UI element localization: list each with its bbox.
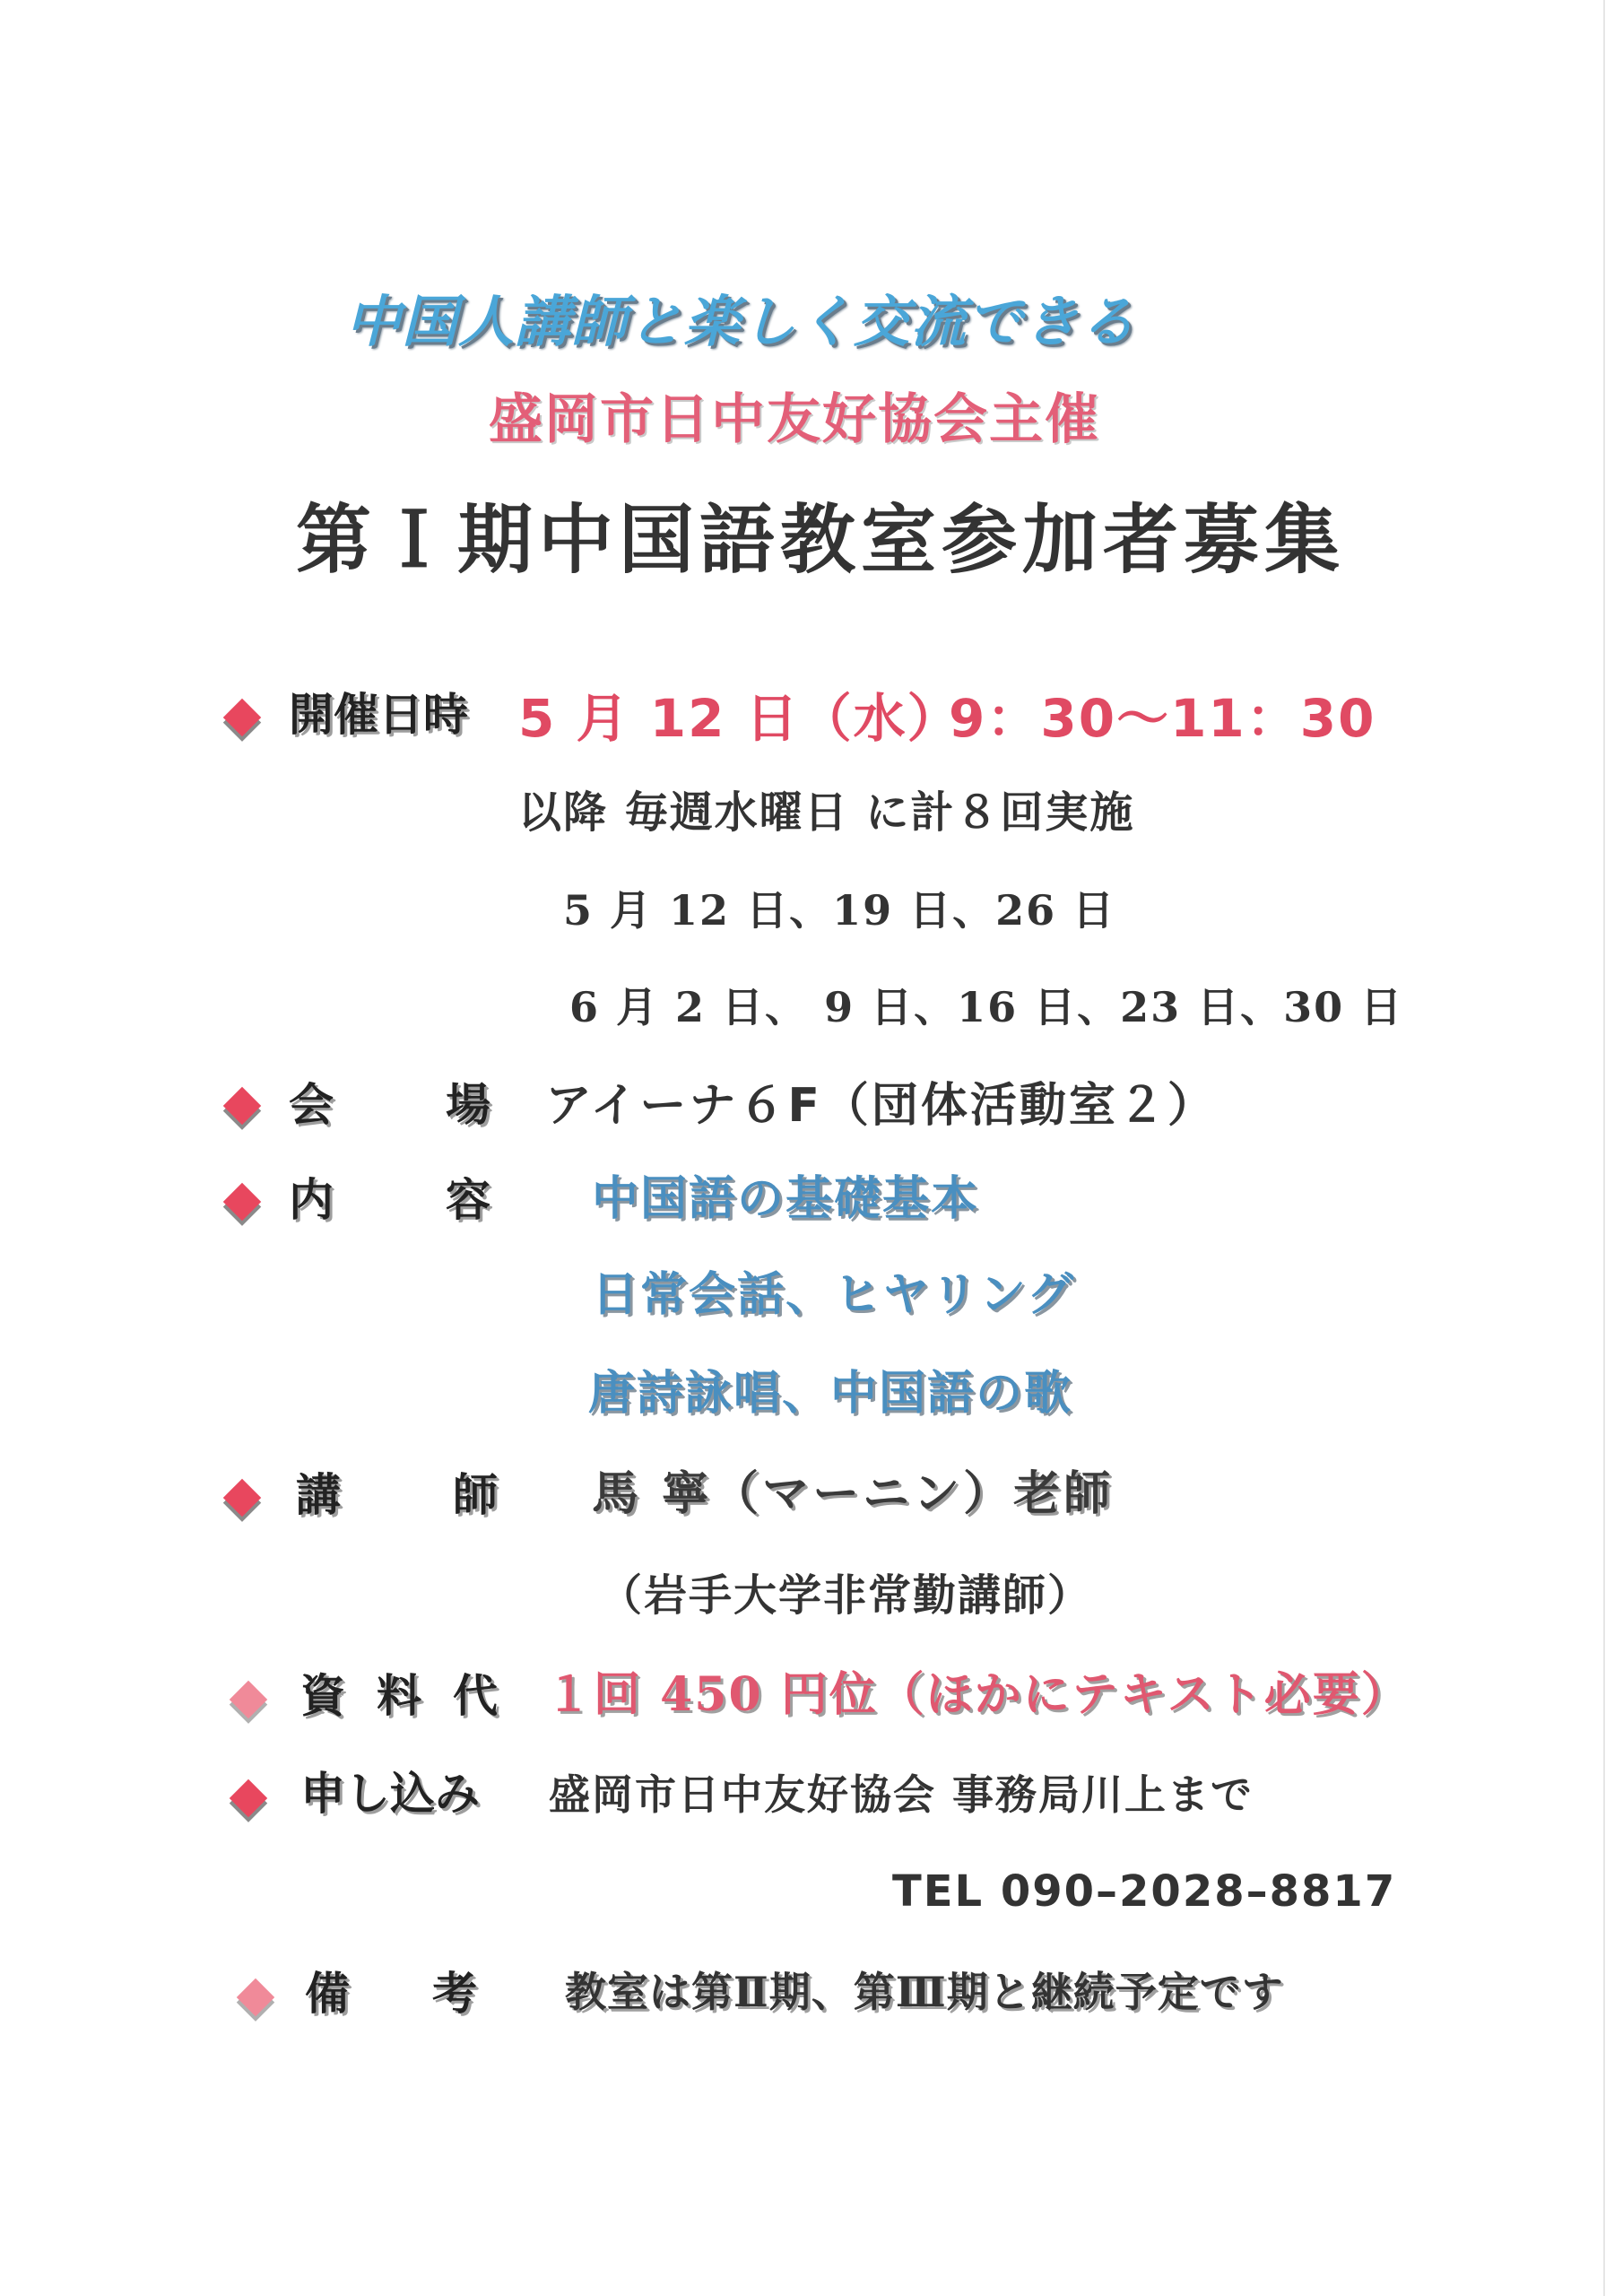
venue-label-char: 場: [446, 1079, 490, 1131]
schedule-time: 9：30〜11：30: [949, 688, 1376, 749]
remarks-label-char: 備: [305, 1968, 350, 2020]
schedule-dates-june: 6 月 2 日、 9 日、16 日、23 日、30 日: [569, 983, 1404, 1031]
lecturer-label: [296, 1469, 498, 1521]
venue-value: アイーナ６F（団体活動室２）: [545, 1079, 1217, 1133]
bullet-diamond-icon: [230, 1779, 267, 1817]
application-contact: 盛岡市日中友好協会 事務局川上まで: [549, 1770, 1254, 1819]
lecturer-affiliation: （岩手大学非常勤講師）: [599, 1570, 1093, 1621]
fee-value: １回 450 円位（ほかにテキスト必要）: [545, 1667, 1410, 1722]
fee-label-char: 代: [453, 1670, 498, 1722]
application-tel: TEL 090–2028–8817: [892, 1866, 1397, 1917]
bullet-diamond-icon: [223, 1087, 261, 1125]
lecturer-label-char: 師: [453, 1469, 498, 1521]
page-title: 第Ｉ期中国語教室参加者募集: [296, 496, 1346, 584]
remarks-label-char: 考: [432, 1968, 477, 2020]
schedule-label: 開催日時: [289, 689, 468, 741]
schedule-date: 5 月 12 日（水）: [518, 688, 961, 749]
page-edge: [1603, 0, 1605, 2296]
fee-label-char: 資: [300, 1670, 345, 1722]
bullet-diamond-icon: [230, 1681, 267, 1718]
content-item: 唐詩詠唱、中国語の歌: [588, 1366, 1073, 1421]
schedule-dates-may: 5 月 12 日、19 日、26 日: [563, 886, 1116, 935]
venue-label-char: 会: [289, 1079, 334, 1131]
content-item: 日常会話、ヒヤリング: [592, 1267, 1075, 1322]
schedule-frequency: 以降 毎週水曜日 に計８回実施: [518, 787, 1135, 838]
application-label: 申し込み: [300, 1768, 480, 1820]
remarks-label: [305, 1968, 477, 2020]
fee-label: [300, 1670, 498, 1722]
venue-label: [289, 1079, 490, 1131]
lecturer-name: 馬 寧（マーニン）老師: [592, 1466, 1115, 1521]
fee-label-char: 料: [377, 1670, 421, 1722]
content-item: 中国語の基礎基本: [592, 1171, 980, 1226]
bullet-diamond-icon: [223, 1183, 261, 1221]
content-label-char: 内: [289, 1174, 334, 1226]
bullet-diamond-icon: [223, 1479, 261, 1517]
bullet-diamond-icon: [223, 699, 261, 736]
organizer: 盛岡市日中友好協会主催: [489, 388, 1100, 451]
bullet-diamond-icon: [237, 1979, 274, 2016]
content-label: [289, 1174, 490, 1226]
content-label-char: 容: [446, 1174, 490, 1226]
remarks-value: 教室は第Ⅱ期、第Ⅲ期と継続予定です: [565, 1968, 1284, 2016]
lecturer-label-char: 講: [296, 1469, 341, 1521]
tagline: 中国人講師と楽しく交流できる: [345, 289, 1137, 354]
